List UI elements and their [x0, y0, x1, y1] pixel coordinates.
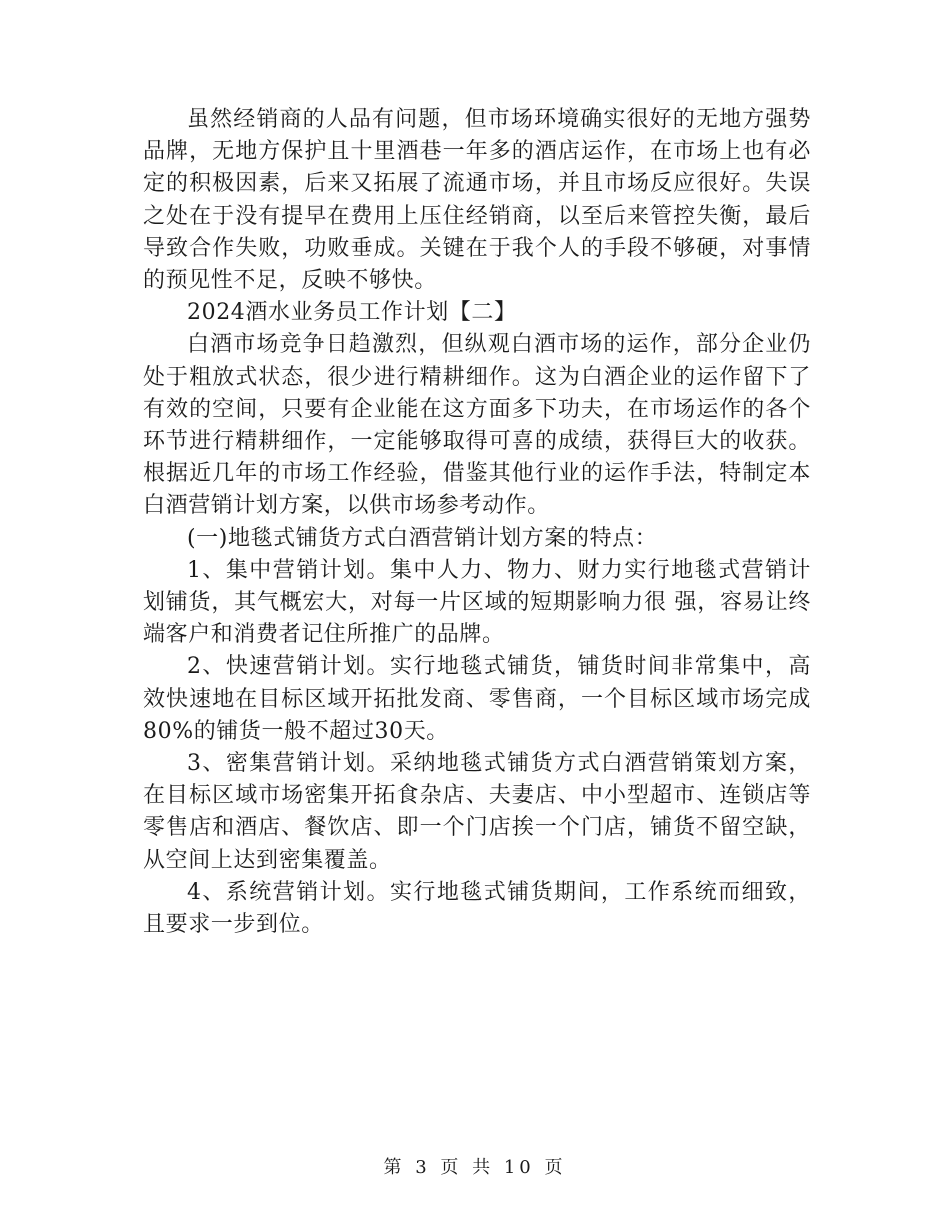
section-heading: 2024酒水业务员工作计划【二】 — [187, 300, 517, 326]
list-item-concentrated: 1、集中营销计划。集中人力、物力、财力实行地毯式营销计划铺货，其气概宏大，对每一片区域的短期影响力很 强，容易让终端客户和消费者记住所推广的品牌。 — [143, 557, 811, 648]
paragraph-intro: 白酒市场竞争日趋激烈，但纵观白酒市场的运作，部分企业仍处于粗放式状态，很少进行精耕细作。这为白酒企业的运作留下了有效的空间，只要有企业能在这方面多下功夫，在市场运作的各个环节进行精耕细作，一定能够取得可喜的成绩，获得巨大的收获。根据近几年的市场工作经验，借鉴其他行业的运作手法，特制定本白酒营销计划方案，以供市场参考动作。 — [143, 332, 811, 519]
list-item-systematic: 4、系统营销计划。实行地毯式铺货期间，工作系统而细致，且要求一步到位。 — [143, 879, 811, 938]
page-footer: 第 3 页 共 10 页 — [383, 1157, 567, 1178]
document-page — [143, 104, 811, 941]
paragraph-market-review: 虽然经销商的人品有问题，但市场环境确实很好的无地方强势品牌，无地方保护且十里酒巷一年多的酒店运作，在市场上也有必定的积极因素，后来又拓展了流通市场，并且市场反应很好。失误之处在于没有提早在费用上压住经销商，以至后来管控失衡，最后导致合作失败，功败垂成。关键在于我个人的手段不够硬，对事情的预见性不足，反映不够快。 — [143, 107, 811, 294]
list-item-fast: 2、快速营销计划。实行地毯式铺货，铺货时间非常集中，高效快速地在目标区域开拓批发商、零售商，一个目标区域市场完成80%的铺货一般不超过30天。 — [143, 654, 811, 744]
list-item-dense: 3、密集营销计划。采纳地毯式铺货方式白酒营销策划方案，在目标区域市场密集开拓食杂店、夫妻店、中小型超市、连锁店等零售店和酒店、餐饮店、即一个门店挨一个门店，铺货不留空缺，从空间上达到密集覆盖。 — [143, 751, 811, 873]
subsection-heading: (一)地毯式铺货方式白酒营销计划方案的特点： — [187, 525, 658, 551]
